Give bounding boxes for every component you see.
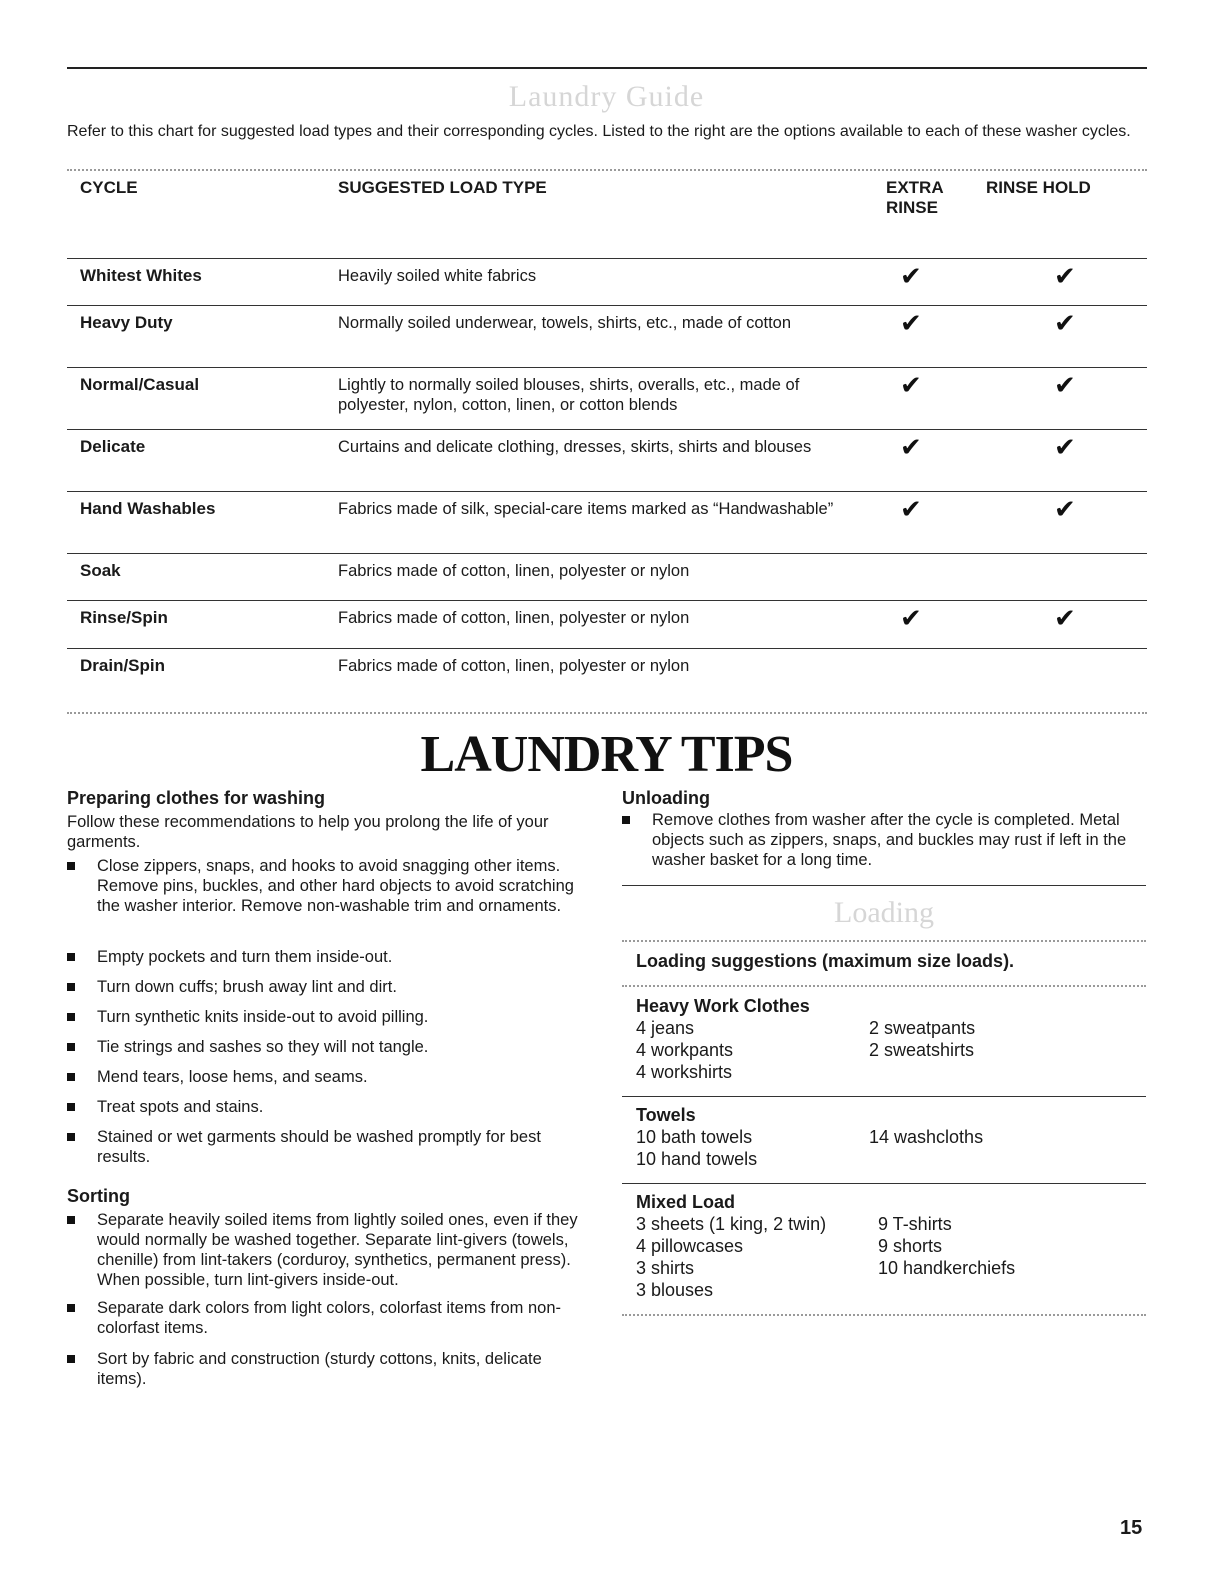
table-row-rule	[67, 367, 1147, 368]
section-dotted-rule	[67, 712, 1147, 714]
load-group-title: Heavy Work Clothes	[636, 996, 810, 1016]
load-type: Fabrics made of cotton, linen, polyester or nylon	[338, 562, 690, 580]
rinse-hold-check-icon: ✔	[1054, 495, 1076, 525]
bullet-text: Separate heavily soiled items from lightly soiled ones, even if they would normally be washed together. Separate lint-givers (towels, chenille) from lint-takers (corduroy, synthetics, permanent press). When possible, turn lint-givers inside-out.	[97, 1211, 578, 1289]
load-item: 3 sheets (1 king, 2 twin)	[636, 1214, 827, 1234]
preparing-heading: Preparing clothes for washing	[67, 788, 326, 808]
extra-rinse-check-icon: ✔	[900, 309, 922, 339]
bullet-text: Stained or wet garments should be washed promptly for best results.	[97, 1128, 541, 1166]
bullet-text: Tie strings and sashes so they will not tangle.	[97, 1038, 429, 1056]
bullet-icon	[67, 1073, 75, 1081]
bullet-icon	[67, 862, 75, 870]
cycle-name: Whitest Whites	[80, 266, 202, 285]
bullet-text: Mend tears, loose hems, and seams.	[97, 1068, 368, 1086]
cycle-name: Heavy Duty	[80, 313, 173, 332]
guide-title: Laundry Guide	[508, 80, 705, 113]
bullet-icon	[622, 816, 630, 824]
load-item: 3 shirts	[636, 1258, 695, 1278]
rinse-hold-check-icon: ✔	[1054, 262, 1076, 292]
preparing-intro: Follow these recommendations to help you prolong the life of your garments.	[67, 813, 549, 851]
table-row-rule	[67, 258, 1147, 259]
load-group-title: Towels	[636, 1105, 696, 1125]
load-item: 9 shorts	[878, 1236, 943, 1256]
cycle-name: Soak	[80, 561, 121, 580]
load-type: Fabrics made of silk, special-care items marked as “Handwashable”	[338, 500, 834, 518]
load-item: 10 hand towels	[636, 1149, 758, 1169]
load-item: 2 sweatshirts	[869, 1040, 975, 1060]
bullet-text: Close zippers, snaps, and hooks to avoid snagging other items. Remove pins, buckles, and other hard objects to avoid scratching the washer interior. Remove non-washable trim and ornaments.	[97, 857, 574, 915]
bullet-icon	[67, 1216, 75, 1224]
bullet-icon	[67, 1304, 75, 1312]
group-divider	[622, 1183, 1146, 1184]
cycle-name: Hand Washables	[80, 499, 216, 518]
load-type: Heavily soiled white fabrics	[338, 267, 537, 285]
load-type: Fabrics made of cotton, linen, polyester or nylon	[338, 657, 690, 675]
page-number: 15	[1120, 1517, 1143, 1539]
header-cycle: CYCLE	[80, 178, 138, 197]
bullet-text: Sort by fabric and construction (sturdy cottons, knits, delicate items).	[97, 1350, 542, 1388]
bullet-icon	[67, 983, 75, 991]
load-group-title: Mixed Load	[636, 1192, 736, 1212]
load-type: Normally soiled underwear, towels, shirts, etc., made of cotton	[338, 314, 792, 332]
loading-dotted-rule-1	[622, 940, 1146, 942]
table-row-rule	[67, 553, 1147, 554]
table-row-rule	[67, 648, 1147, 649]
rinse-hold-check-icon: ✔	[1054, 604, 1076, 634]
bullet-icon	[67, 1103, 75, 1111]
cycle-name: Rinse/Spin	[80, 608, 168, 627]
bullet-text: Separate dark colors from light colors, colorfast items from non-colorfast items.	[97, 1299, 562, 1337]
load-item: 10 handkerchiefs	[878, 1258, 1016, 1278]
bullet-icon	[67, 1043, 75, 1051]
bullet-text: Turn down cuffs; brush away lint and dirt.	[97, 978, 397, 996]
extra-rinse-check-icon: ✔	[900, 495, 922, 525]
rinse-hold-check-icon: ✔	[1054, 433, 1076, 463]
load-type: Curtains and delicate clothing, dresses, skirts, shirts and blouses	[338, 438, 812, 456]
cycle-name: Drain/Spin	[80, 656, 166, 675]
unloading-heading: Unloading	[622, 788, 710, 808]
load-item: 4 pillowcases	[636, 1236, 744, 1256]
extra-rinse-check-icon: ✔	[900, 604, 922, 634]
loading-suggestions: Loading suggestions (maximum size loads).	[636, 951, 1015, 971]
cycle-name: Delicate	[80, 437, 146, 456]
extra-rinse-check-icon: ✔	[900, 371, 922, 401]
bullet-text: Empty pockets and turn them inside-out.	[97, 948, 393, 966]
table-row-rule	[67, 491, 1147, 492]
group-divider	[622, 1096, 1146, 1097]
extra-rinse-check-icon: ✔	[900, 433, 922, 463]
bullet-icon	[67, 953, 75, 961]
load-item: 10 bath towels	[636, 1127, 753, 1147]
header-load-type: SUGGESTED LOAD TYPE	[338, 178, 547, 197]
loading-bottom-rule	[622, 1314, 1146, 1316]
table-row-rule	[67, 429, 1147, 430]
cycle-name: Normal/Casual	[80, 375, 200, 394]
bullet-text: Remove clothes from washer after the cycle is completed. Metal objects such as zippers, snaps, and buckles may rust if left in the washer basket for a long time.	[652, 811, 1127, 869]
bullet-icon	[67, 1013, 75, 1021]
bullet-icon	[67, 1355, 75, 1363]
table-row-rule	[67, 600, 1147, 601]
bullet-text: Turn synthetic knits inside-out to avoid pilling.	[97, 1008, 429, 1026]
bullet-icon	[67, 1133, 75, 1141]
bullet-text: Treat spots and stains.	[97, 1098, 264, 1116]
loading-title: Loading	[834, 896, 934, 929]
header-extra-rinse: EXTRA RINSE	[886, 178, 943, 217]
load-item: 4 workshirts	[636, 1062, 733, 1082]
rinse-hold-check-icon: ✔	[1054, 309, 1076, 339]
load-type: Lightly to normally soiled blouses, shirts, overalls, etc., made of polyester, nylon, cotton, linen, or cotton blends	[338, 376, 800, 414]
rinse-hold-check-icon: ✔	[1054, 371, 1076, 401]
guide-dotted-rule	[67, 169, 1147, 171]
load-item: 14 washcloths	[869, 1127, 984, 1147]
load-item: 3 blouses	[636, 1280, 714, 1300]
extra-rinse-check-icon: ✔	[900, 262, 922, 292]
guide-intro: Refer to this chart for suggested load types and their corresponding cycles. Listed to the right are the options available to each of these washer cycles.	[67, 123, 1131, 140]
load-item: 9 T-shirts	[878, 1214, 952, 1234]
tips-title: LAUNDRY TIPS	[420, 726, 793, 783]
load-item: 4 jeans	[636, 1018, 695, 1038]
top-rule	[67, 67, 1147, 69]
table-row-rule	[67, 305, 1147, 306]
load-item: 4 workpants	[636, 1040, 734, 1060]
loading-top-rule	[622, 885, 1146, 886]
sorting-heading: Sorting	[67, 1186, 130, 1206]
header-rinse-hold: RINSE HOLD	[986, 178, 1091, 197]
load-item: 2 sweatpants	[869, 1018, 976, 1038]
load-type: Fabrics made of cotton, linen, polyester or nylon	[338, 609, 690, 627]
loading-dotted-rule-2	[622, 985, 1146, 987]
